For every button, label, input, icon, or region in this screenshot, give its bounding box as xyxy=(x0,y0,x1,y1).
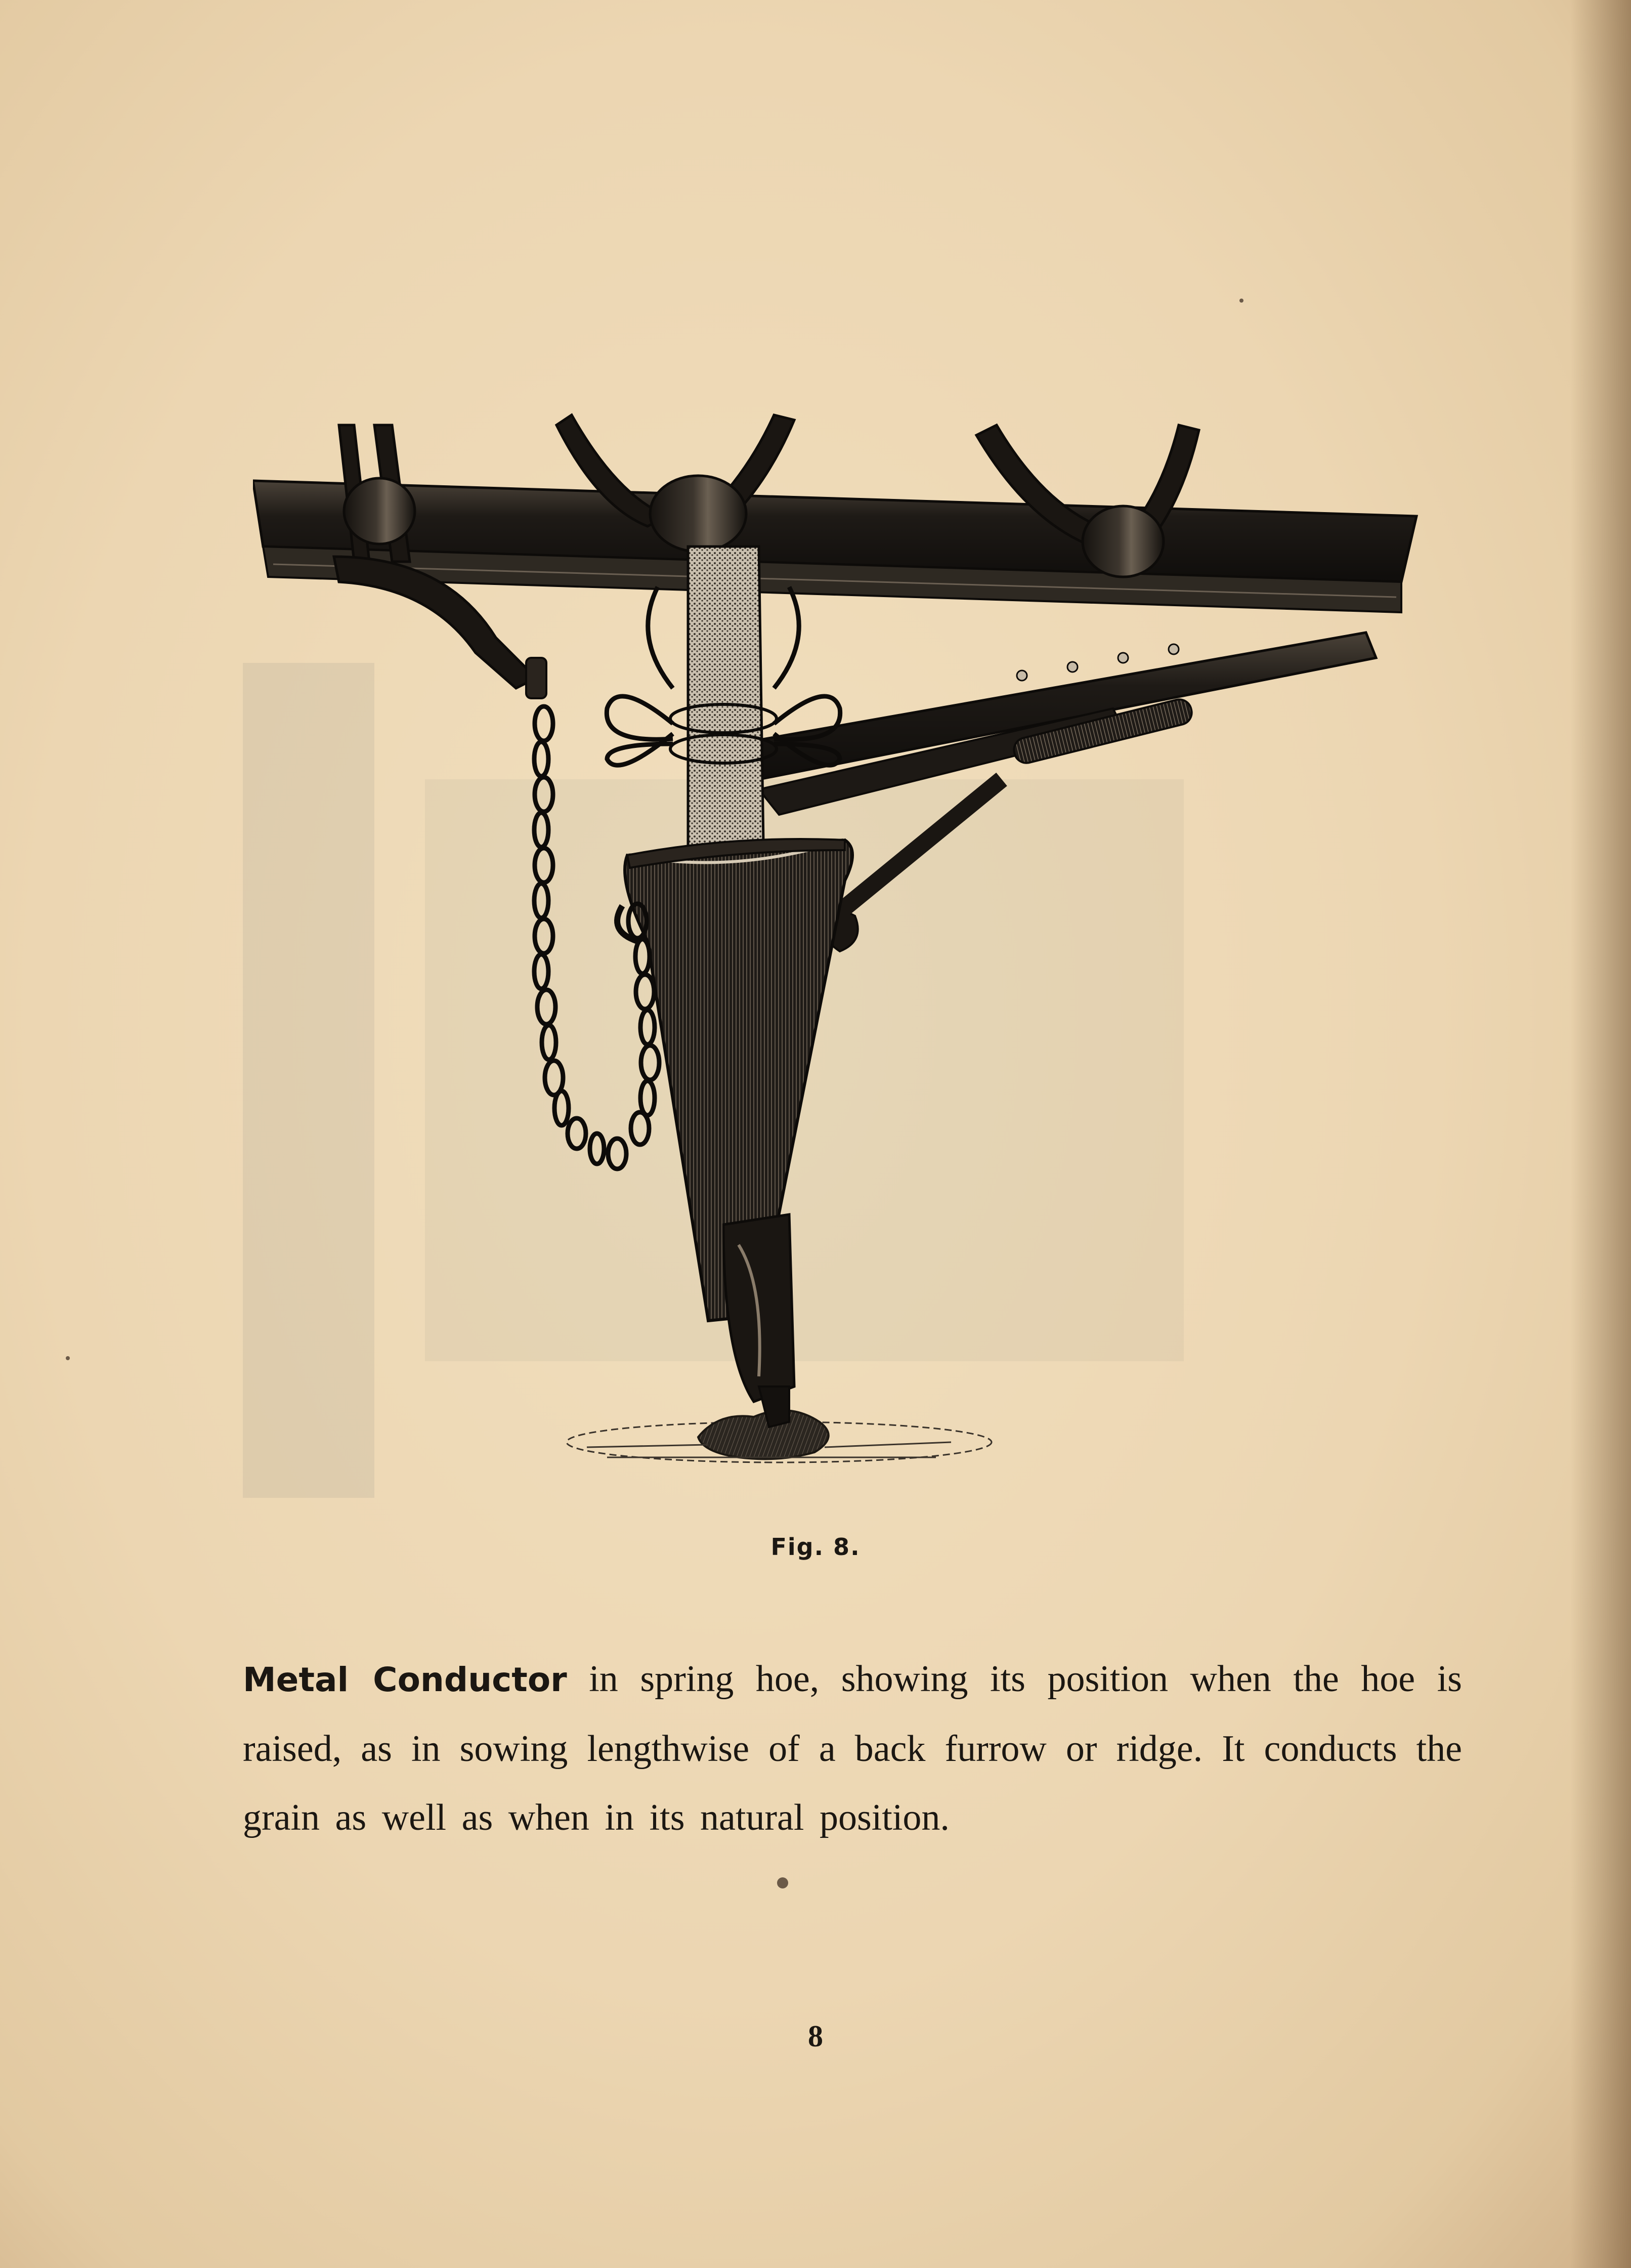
paper-speck xyxy=(66,1356,70,1360)
paper-speck xyxy=(1239,299,1243,303)
page-number: 8 xyxy=(808,2020,823,2053)
spine-shadow xyxy=(1570,0,1631,2268)
body-paragraph xyxy=(243,1645,1462,1852)
figure-illustration xyxy=(253,395,1467,1528)
paragraph-text: in spring hoe, showing its position when the hoe is raised, as in sowing lengthwise of a back furrow or ridge. It conducts the grain as well as when in its natural position. xyxy=(243,1658,1462,1838)
spring-hoe-conductor-icon xyxy=(253,395,1467,1528)
lead-term: Metal Conductor xyxy=(243,1660,567,1699)
figure-caption: Fig. 8. xyxy=(770,1533,861,1561)
paper-speck xyxy=(777,1877,788,1888)
